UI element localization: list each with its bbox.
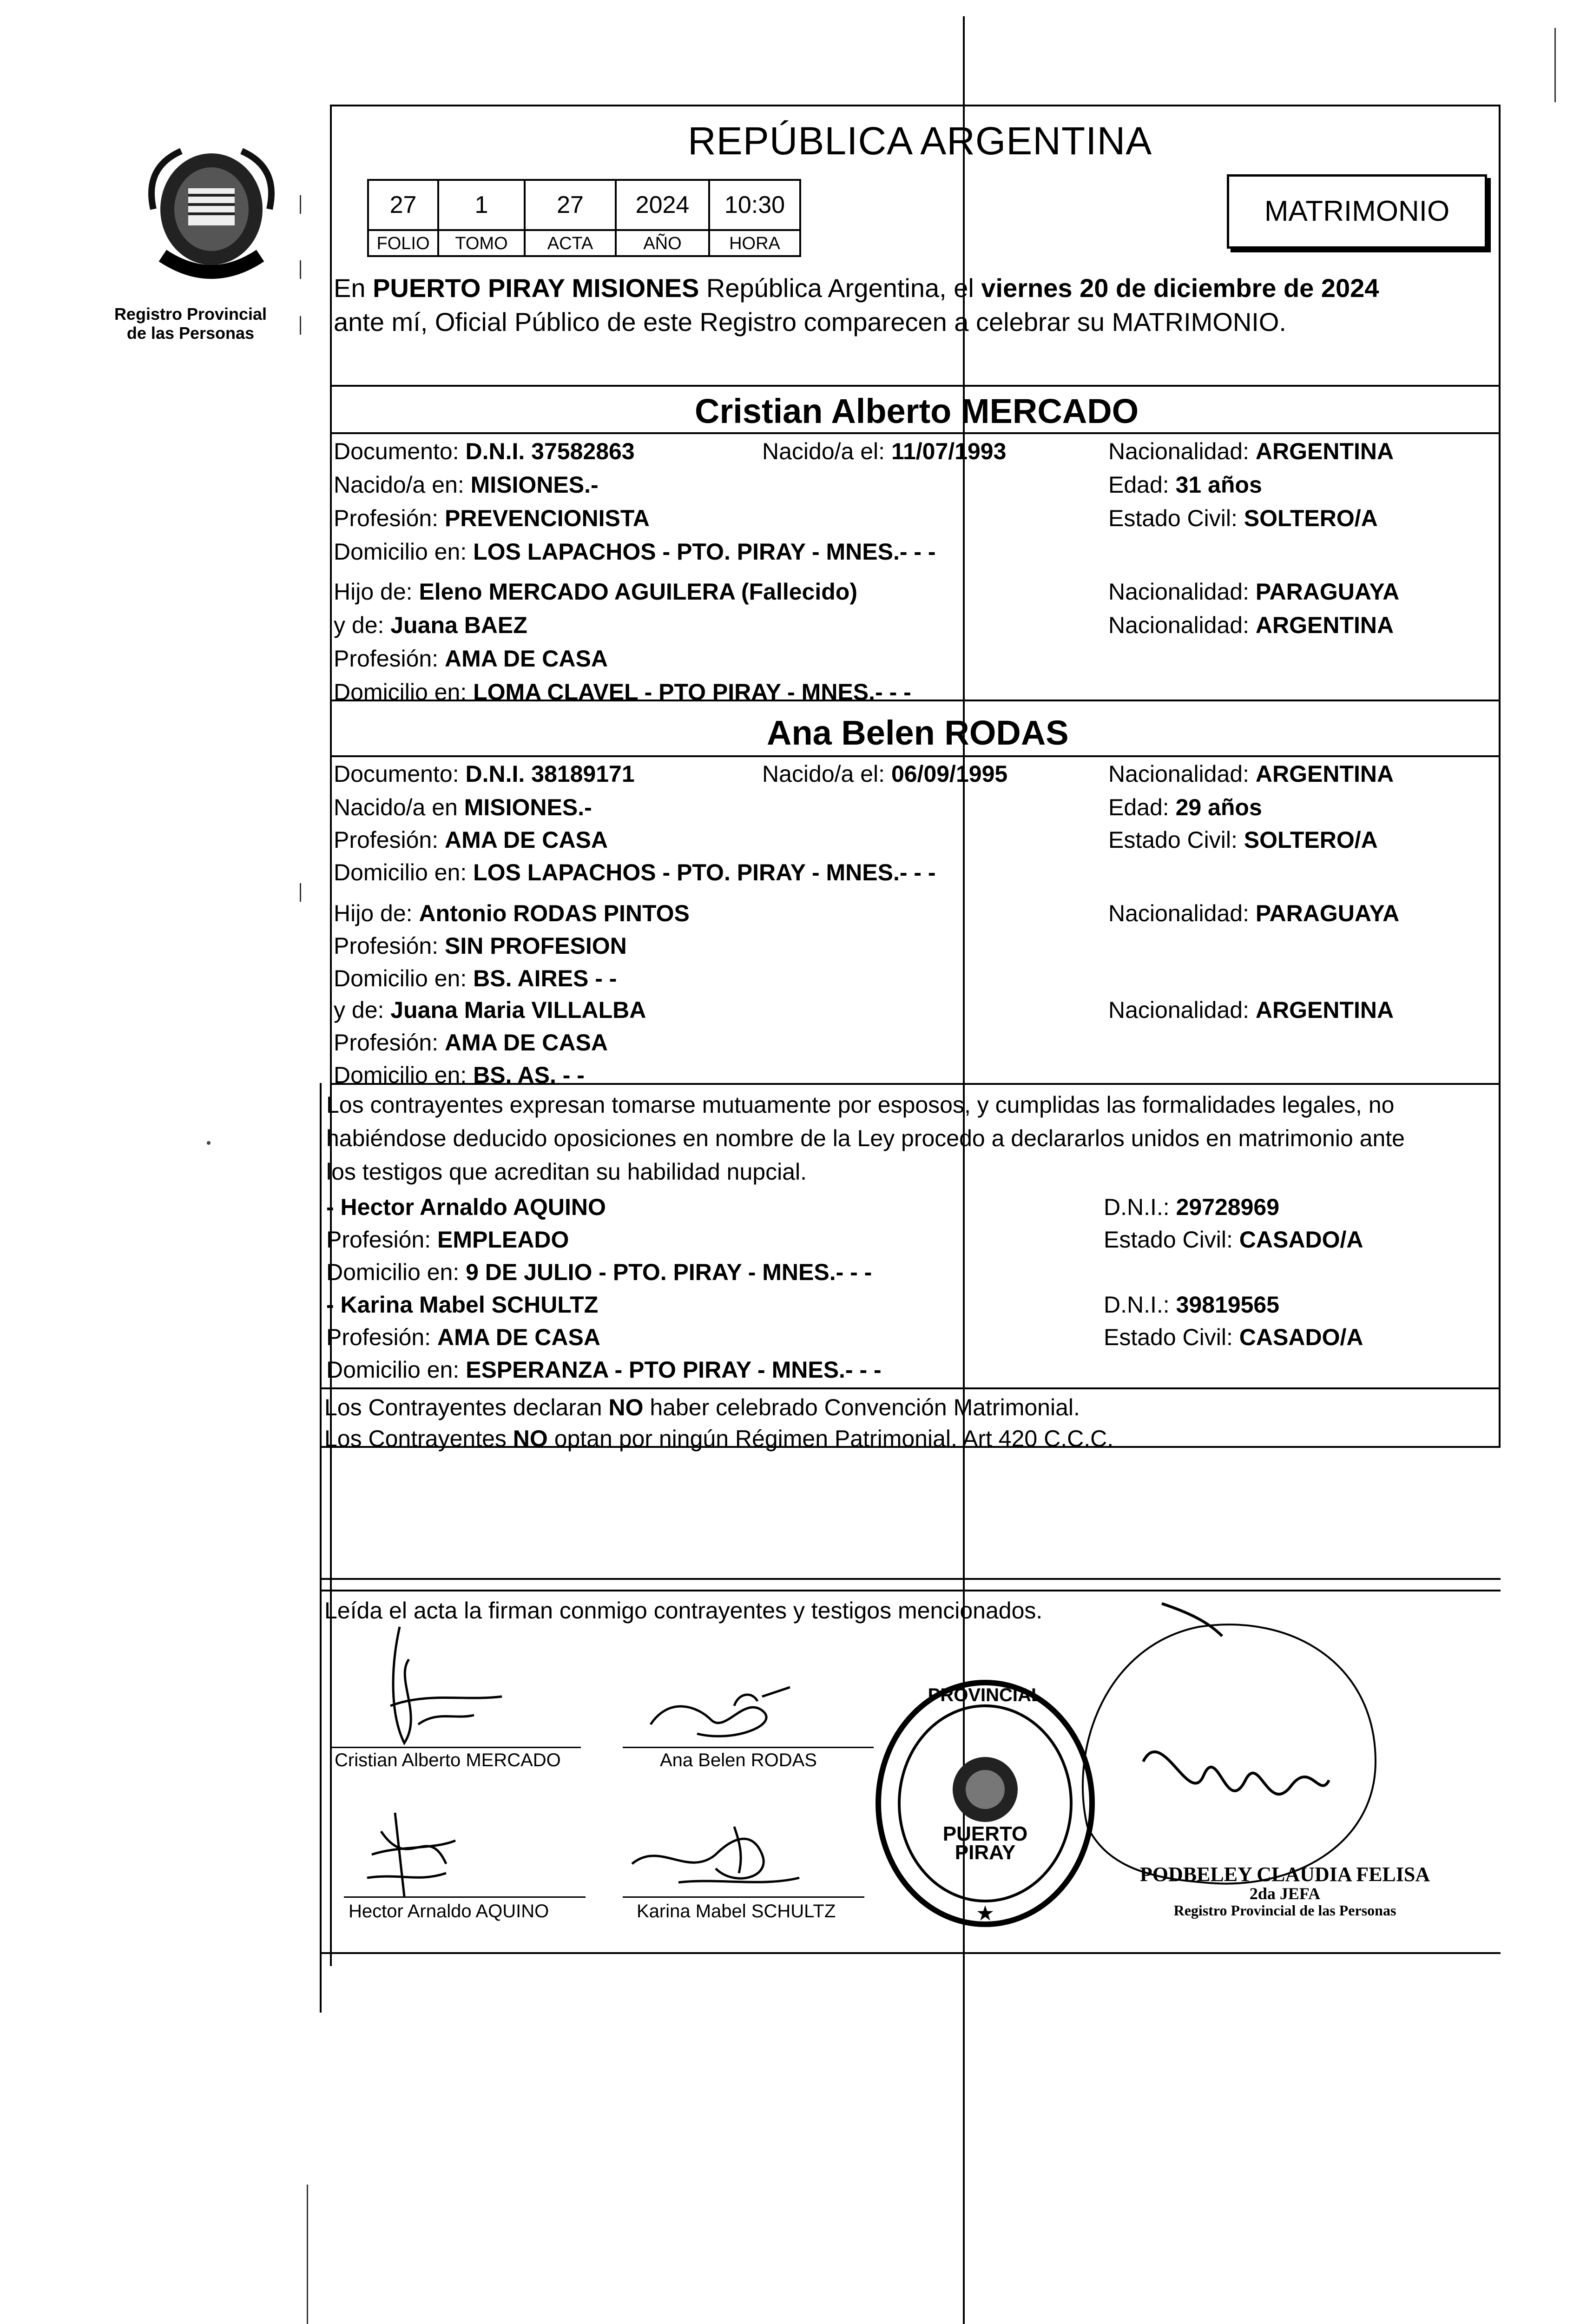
groom-father-nationality: Nacionalidad: PARAGUAYA xyxy=(1108,579,1400,605)
witness-2-civil-status: Estado Civil: CASADO/A xyxy=(1104,1324,1363,1350)
groom-signature xyxy=(362,1622,539,1762)
groom-nationality: Nacionalidad: ARGENTINA xyxy=(1108,438,1394,464)
hour-label: HORA xyxy=(708,229,801,257)
bride-mother: y de: Juana Maria VILLALBA xyxy=(334,997,646,1023)
bride-father: Hijo de: Antonio RODAS PINTOS xyxy=(334,900,690,926)
svg-text:PIRAY: PIRAY xyxy=(955,1841,1016,1864)
declaration-line-2: habiéndose deducido oposiciones en nombre de la Ley procedo a declararlos unidos en matrimonio ante xyxy=(326,1125,1405,1151)
bride-address: Domicilio en: LOS LAPACHOS - PTO. PIRAY - MNES.- - - xyxy=(334,859,936,885)
bride-signature xyxy=(641,1678,827,1762)
witness-2-profession: Profesión: AMA DE CASA xyxy=(326,1324,600,1350)
groom-age: Edad: 31 años xyxy=(1108,472,1262,498)
groom-mother-nationality: Nacionalidad: ARGENTINA xyxy=(1108,612,1394,638)
folio-value: 27 xyxy=(367,179,439,231)
bride-signature-caption: Ana Belen RODAS xyxy=(660,1750,817,1770)
registry-logo-line2: de las Personas xyxy=(126,324,255,343)
svg-text:PROVINCIAL: PROVINCIAL xyxy=(928,1685,1043,1705)
bride-father-address: Domicilio en: BS. AIRES - - xyxy=(334,965,617,991)
registry-logo-line1: Registro Provincial xyxy=(114,304,267,324)
witness-1-profession: Profesión: EMPLEADO xyxy=(326,1227,569,1253)
intro-line-1: En PUERTO PIRAY MISIONES República Argentina, el viernes 20 de diciembre de 2024 xyxy=(334,273,1379,303)
witness-1-signature-caption: Hector Arnaldo AQUINO xyxy=(349,1901,549,1921)
acta-label: ACTA xyxy=(524,229,617,257)
hour-value: 10:30 xyxy=(708,179,801,231)
witness-1-signature xyxy=(353,1803,493,1906)
bride-name: Ana Belen RODAS xyxy=(767,713,1069,752)
witness-2-signature xyxy=(623,1813,827,1906)
witness-1-address: Domicilio en: 9 DE JULIO - PTO. PIRAY - MNES.- - - xyxy=(326,1259,872,1285)
witness-1-name: - Hector Arnaldo AQUINO xyxy=(326,1194,606,1220)
groom-born-in: Nacido/a en: MISIONES.- xyxy=(334,472,599,498)
declaration-line-1: Los contrayentes expresan tomarse mutuamente por esposos, y cumplidas las formalidades legales, no xyxy=(326,1092,1395,1118)
bride-born-in: Nacido/a en MISIONES.- xyxy=(334,794,592,820)
year-label: AÑO xyxy=(615,229,710,257)
page-title: REPÚBLICA ARGENTINA xyxy=(688,119,1152,163)
witness-2-address: Domicilio en: ESPERANZA - PTO PIRAY - MNES.- - - xyxy=(326,1357,882,1383)
witness-2-name: - Karina Mabel SCHULTZ xyxy=(326,1292,599,1318)
official-signature xyxy=(1050,1585,1403,1910)
groom-father: Hijo de: Eleno MERCADO AGUILERA (Fallecido) xyxy=(334,579,857,605)
bride-father-nationality: Nacionalidad: PARAGUAYA xyxy=(1108,900,1400,926)
tomo-label: TOMO xyxy=(437,229,526,257)
convention-statement: Los Contrayentes declaran NO haber celebrado Convención Matrimonial. xyxy=(324,1394,1080,1420)
misiones-seal-icon xyxy=(135,139,288,297)
witness-1-dni: D.N.I.: 29728969 xyxy=(1104,1194,1280,1220)
official-name: PODBELEY CLAUDIA FELISA xyxy=(1139,1863,1430,1886)
bride-born: Nacido/a el: 06/09/1995 xyxy=(762,761,1008,787)
groom-doc: Documento: D.N.I. 37582863 xyxy=(334,438,635,464)
groom-mother: y de: Juana BAEZ xyxy=(334,612,527,638)
year-value: 2024 xyxy=(615,179,710,231)
signatures-intro: Leída el acta la firman conmigo contrayentes y testigos mencionados. xyxy=(324,1598,1043,1624)
witness-1-civil-status: Estado Civil: CASADO/A xyxy=(1104,1227,1363,1253)
groom-signature-caption: Cristian Alberto MERCADO xyxy=(335,1750,561,1770)
declaration-line-3: los testigos que acreditan su habilidad nupcial. xyxy=(326,1159,807,1185)
bride-mother-nationality: Nacionalidad: ARGENTINA xyxy=(1108,997,1394,1023)
record-type: MATRIMONIO xyxy=(1264,195,1450,227)
folio-label: FOLIO xyxy=(367,229,439,257)
intro-line-2: ante mí, Oficial Público de este Registro comparecen a celebrar su MATRIMONIO. xyxy=(334,307,1286,337)
tomo-value: 1 xyxy=(437,179,526,231)
svg-text:PUERTO: PUERTO xyxy=(942,1822,1028,1845)
bride-father-profession: Profesión: SIN PROFESION xyxy=(334,933,627,959)
groom-civil-status: Estado Civil: SOLTERO/A xyxy=(1108,505,1378,531)
official-role: 2da JEFA xyxy=(1249,1884,1321,1903)
groom-born: Nacido/a el: 11/07/1993 xyxy=(762,438,1007,464)
bride-doc: Documento: D.N.I. 38189171 xyxy=(334,761,635,787)
registry-logo-text xyxy=(93,304,288,343)
groom-address: Domicilio en: LOS LAPACHOS - PTO. PIRAY - MNES.- - - xyxy=(334,539,936,565)
bride-age: Edad: 29 años xyxy=(1108,794,1262,820)
acta-value: 27 xyxy=(524,179,617,231)
fold-line xyxy=(963,16,965,2324)
witness-2-signature-caption: Karina Mabel SCHULTZ xyxy=(637,1901,836,1921)
groom-name: Cristian Alberto MERCADO xyxy=(695,392,1139,430)
groom-mother-address: Domicilio en: LOMA CLAVEL - PTO PIRAY - MNES.- - - xyxy=(334,679,911,705)
witness-2-dni: D.N.I.: 39819565 xyxy=(1104,1292,1280,1318)
svg-text:★: ★ xyxy=(977,1903,994,1924)
bride-civil-status: Estado Civil: SOLTERO/A xyxy=(1108,827,1378,853)
official-org: Registro Provincial de las Personas xyxy=(1173,1901,1396,1919)
bride-mother-profession: Profesión: AMA DE CASA xyxy=(334,1030,608,1056)
official-stamp xyxy=(1118,1864,1452,1919)
bride-profession: Profesión: AMA DE CASA xyxy=(334,827,608,853)
record-type-box xyxy=(1227,174,1487,249)
bride-nationality: Nacionalidad: ARGENTINA xyxy=(1108,761,1394,787)
groom-mother-profession: Profesión: AMA DE CASA xyxy=(334,646,608,672)
groom-profession: Profesión: PREVENCIONISTA xyxy=(334,505,650,531)
regime-statement: Los Contrayentes NO optan por ningún Régimen Patrimonial. Art 420 C.C.C. xyxy=(324,1426,1114,1452)
bride-mother-address: Domicilio en: BS. AS. - - xyxy=(334,1062,585,1088)
